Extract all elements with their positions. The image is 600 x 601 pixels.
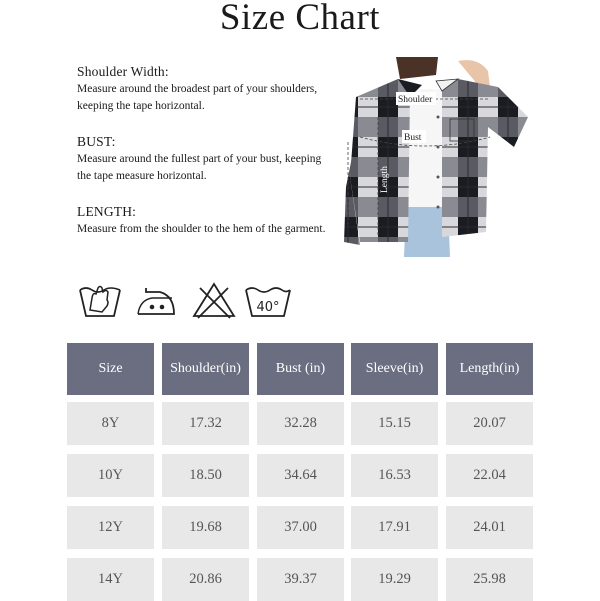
table-cell-bust: 39.37 <box>257 558 344 601</box>
table-cell-length: 22.04 <box>446 454 533 497</box>
table-cell-size: 14Y <box>67 558 154 601</box>
table-cell-length: 25.98 <box>446 558 533 601</box>
table-cell-sleeve: 19.29 <box>351 558 438 601</box>
table-cell-bust: 34.64 <box>257 454 344 497</box>
guide-bust-text: Measure around the fullest part of your bust, keeping the tape measure horizontal. <box>77 153 322 182</box>
table-cell-bust: 37.00 <box>257 506 344 549</box>
guide-shoulder-text: Measure around the broadest part of your shoulders, keeping the tape horizontal. <box>77 83 318 112</box>
header-sleeve: Sleeve(in) <box>351 343 438 395</box>
guide-bust-heading: BUST: <box>77 134 116 149</box>
guide-length-heading: LENGTH: <box>77 204 137 219</box>
photo-label-sleeve: Sleeve <box>339 155 349 181</box>
header-bust: Bust (in) <box>257 343 344 395</box>
table-cell-sleeve: 17.91 <box>351 506 438 549</box>
header-size: Size <box>67 343 154 395</box>
table-cell-shoulder: 18.50 <box>162 454 249 497</box>
header-shoulder: Shoulder(in) <box>162 343 249 395</box>
guide-shoulder-heading: Shoulder Width: <box>77 64 169 79</box>
photo-label-bust: Bust <box>404 133 422 143</box>
table-cell-size: 8Y <box>67 402 154 445</box>
wash-temp-label: 40° <box>256 300 280 315</box>
table-cell-size: 12Y <box>67 506 154 549</box>
table-cell-shoulder: 20.86 <box>162 558 249 601</box>
table-cell-sleeve: 16.53 <box>351 454 438 497</box>
guide-length-text: Measure from the shoulder to the hem of the garment. <box>77 223 326 235</box>
table-cell-length: 20.07 <box>446 402 533 445</box>
table-cell-shoulder: 17.32 <box>162 402 249 445</box>
table-cell-sleeve: 15.15 <box>351 402 438 445</box>
photo-label-length: Length <box>380 166 390 193</box>
page-title: Size Chart <box>219 0 381 38</box>
table-cell-shoulder: 19.68 <box>162 506 249 549</box>
table-cell-bust: 32.28 <box>257 402 344 445</box>
header-length: Length(in) <box>446 343 533 395</box>
table-cell-size: 10Y <box>67 454 154 497</box>
photo-label-shoulder: Shoulder <box>398 95 433 105</box>
table-cell-length: 24.01 <box>446 506 533 549</box>
